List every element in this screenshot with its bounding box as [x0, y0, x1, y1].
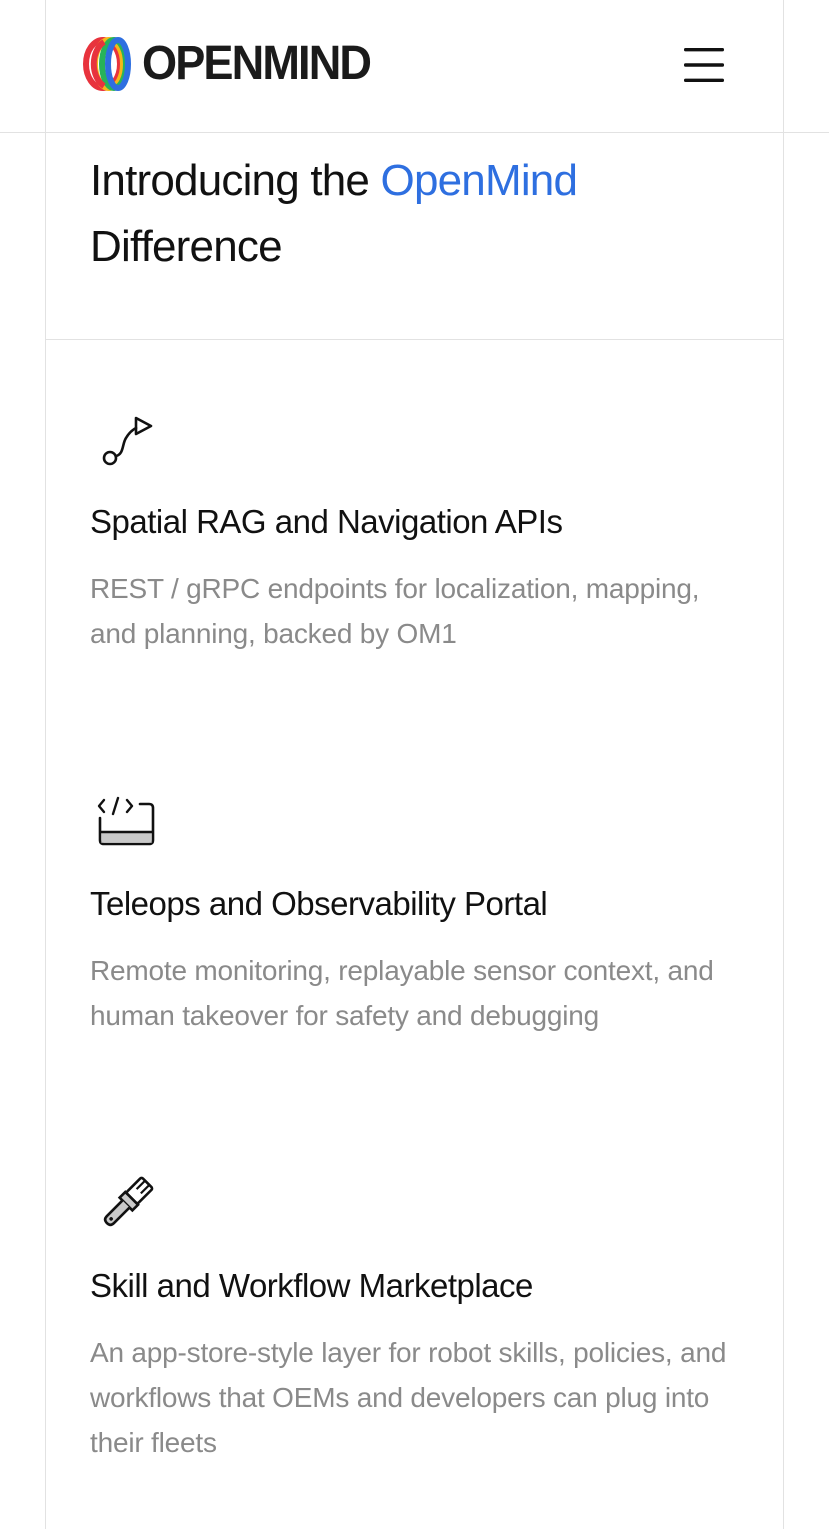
site-header	[0, 0, 829, 133]
feature-description: An app-store-style layer for robot skills, policies, and workflows that OEMs and developers can plug into their fleets	[90, 1337, 727, 1458]
hero-title-accent: OpenMind	[380, 156, 578, 205]
hero-title	[90, 148, 730, 280]
openmind-logo-icon	[82, 36, 136, 92]
openmind-logo[interactable]	[82, 36, 385, 92]
feature-title: Teleops and Observability Portal	[90, 885, 548, 922]
feature-description: REST / gRPC endpoints for localization, mapping, and planning, backed by OM1	[90, 573, 700, 649]
right-border-line	[783, 0, 784, 1529]
feature-marketplace	[90, 1172, 750, 1458]
hero-title-prefix: Introducing the	[90, 156, 381, 205]
route-icon	[90, 408, 160, 472]
feature-spatial-rag	[90, 408, 750, 649]
feature-teleops	[90, 790, 750, 1031]
hero-section	[46, 134, 783, 340]
feature-title: Skill and Workflow Marketplace	[90, 1267, 533, 1304]
hero-title-suffix: Difference	[90, 222, 282, 271]
logo-wordmark: OPENMIND	[142, 37, 371, 90]
code-terminal-icon	[90, 790, 160, 854]
paintbrush-icon	[90, 1172, 160, 1236]
feature-description: Remote monitoring, replayable sensor context, and human takeover for safety and debugging	[90, 955, 714, 1031]
hamburger-menu-icon	[683, 46, 725, 84]
feature-title: Spatial RAG and Navigation APIs	[90, 503, 563, 540]
menu-button[interactable]	[676, 40, 732, 90]
